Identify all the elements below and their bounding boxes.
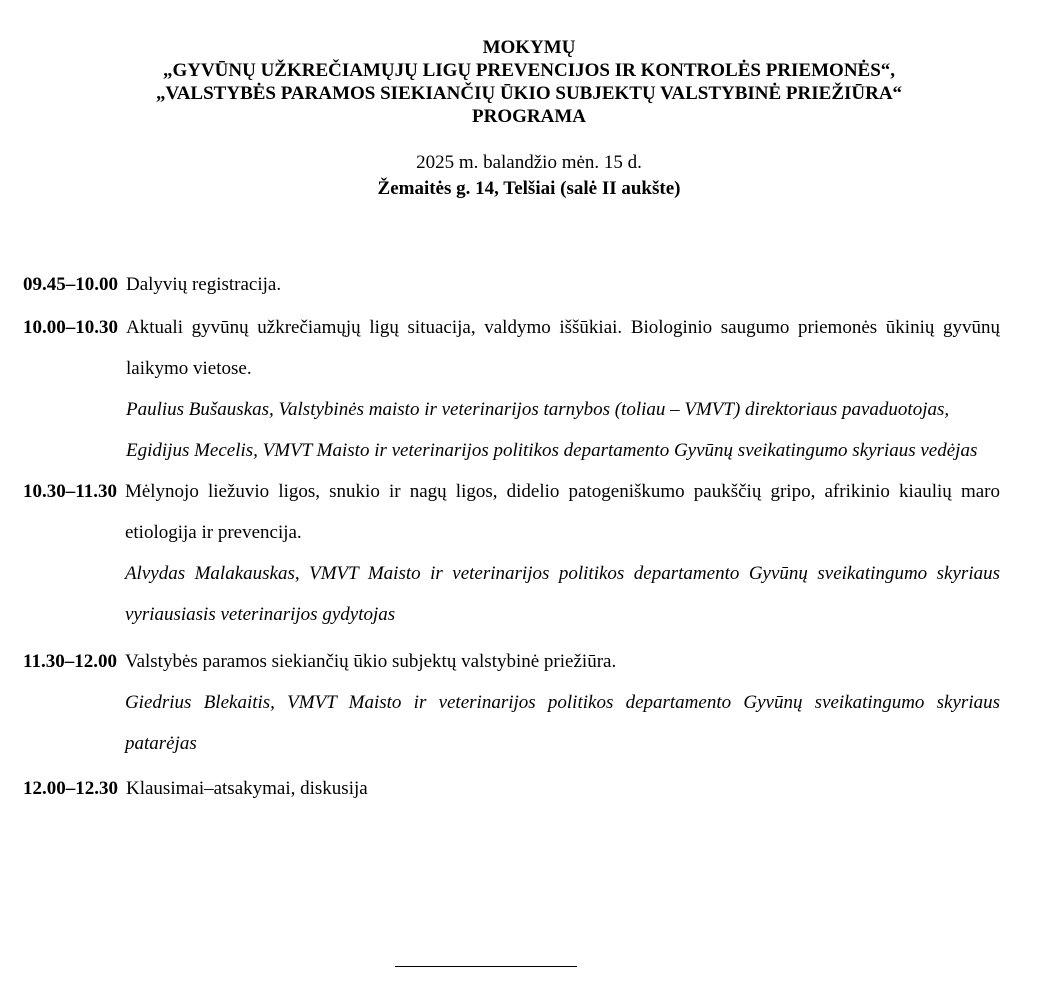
agenda-topic: Mėlynojo liežuvio ligos, snukio ir nagų ligos, didelio patogeniškumo paukščių gripo, afrikinio kiaulių maro etiologija ir prevencija. [124, 481, 1000, 543]
agenda-time: 09.45–10.00 [23, 274, 118, 295]
agenda-item [23, 768, 1000, 809]
agenda-item [23, 641, 1000, 764]
agenda-item [23, 307, 1000, 471]
document-header [0, 36, 1058, 202]
agenda-speaker: Alvydas Malakauskas, VMVT Maisto ir veterinarijos politikos departamento Gyvūnų sveikatingumo skyriaus vyriausiasis veterinarijos gydytojas [124, 563, 1000, 625]
agenda-topic: Klausimai–atsakymai, diskusija [126, 778, 368, 799]
agenda-time: 10.30–11.30 [23, 481, 117, 502]
agenda-time: 10.00–10.30 [23, 317, 118, 338]
event-location: Žemaitės g. 14, Telšiai (salė II aukšte) [377, 178, 681, 199]
agenda-time: 11.30–12.00 [23, 651, 117, 672]
closing-divider [395, 966, 577, 967]
title-line-2: „GYVŪNŲ UŽKREČIAMŲJŲ LIGŲ PREVENCIJOS IR KONTROLĖS PRIEMONĖS“, [162, 60, 896, 81]
agenda-time: 12.00–12.30 [23, 778, 118, 799]
agenda-item [23, 264, 1000, 305]
title-line-4: PROGRAMA [472, 106, 586, 127]
agenda-speaker: Paulius Bušauskas, Valstybinės maisto ir veterinarijos tarnybos (toliau – VMVT) direktoriaus pavaduotojas, [126, 399, 950, 420]
title-line-3: „VALSTYBĖS PARAMOS SIEKIANČIŲ ŪKIO SUBJEKTŲ VALSTYBINĖ PRIEŽIŪRA“ [155, 83, 903, 104]
agenda-topic: Aktuali gyvūnų užkrečiamųjų ligų situacija, valdymo iššūkiai. Biologinio saugumo priemonės ūkinių gyvūnų laikymo vietose. [126, 317, 1000, 379]
agenda-speaker: Giedrius Blekaitis, VMVT Maisto ir veterinarijos politikos departamento Gyvūnų sveikatingumo skyriaus patarėjas [124, 692, 1000, 754]
event-date: 2025 m. balandžio mėn. 15 d. [416, 152, 642, 173]
agenda-speaker: Egidijus Mecelis, VMVT Maisto ir veterinarijos politikos departamento Gyvūnų sveikatingumo skyriaus vedėjas [126, 440, 978, 461]
agenda-topic: Dalyvių registracija. [126, 274, 282, 295]
title-line-1: MOKYMŲ [482, 37, 576, 58]
agenda-topic: Valstybės paramos siekiančių ūkio subjektų valstybinė priežiūra. [124, 651, 617, 672]
agenda-item [23, 471, 1000, 635]
agenda-list [23, 264, 1000, 809]
